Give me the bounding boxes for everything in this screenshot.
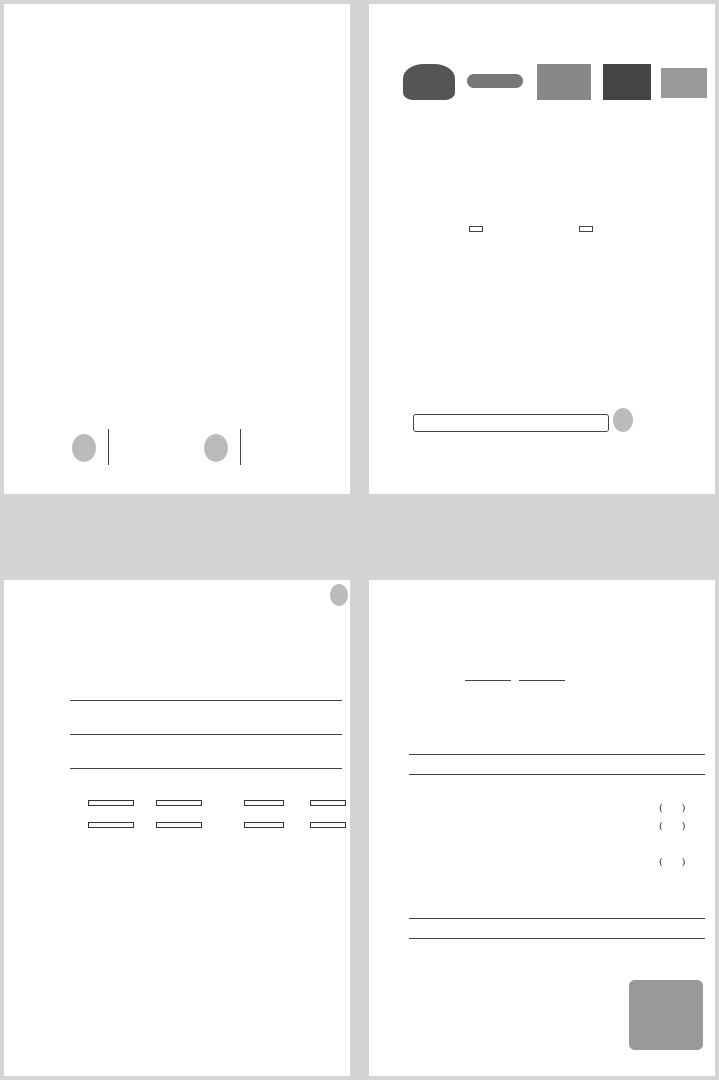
q12-sub-4-1-paren: ( ): [659, 803, 686, 814]
q10-answer-line-2[interactable]: [70, 734, 342, 735]
q10-answer-line-1[interactable]: [70, 700, 342, 701]
page-24: [369, 580, 715, 1076]
q12-sub-4-3-paren: ( ): [659, 857, 686, 868]
q11-mid-2: [156, 822, 202, 828]
butterfly-image: [403, 64, 455, 100]
answer-line-3a[interactable]: [409, 754, 705, 755]
page-23: [4, 580, 350, 1076]
earthworm-image: [467, 74, 523, 88]
answer-blank-1[interactable]: [465, 680, 511, 681]
q7-box-1: [469, 226, 483, 232]
dragonfly-image: [537, 64, 591, 100]
q10-answer-line-3[interactable]: [70, 768, 342, 769]
answer-blank-2[interactable]: [519, 680, 565, 681]
answer-lines-1: [108, 429, 208, 465]
q11-left-2: [88, 822, 134, 828]
answer-line-3b[interactable]: [409, 774, 705, 775]
side-labels: [8, 124, 18, 233]
answer-line-5b[interactable]: [409, 938, 705, 939]
q11-mid-1: [156, 800, 202, 806]
q11-right-left-2: [244, 822, 284, 828]
panda-icon-3: [613, 408, 633, 432]
panda-icon-2: [204, 434, 228, 462]
q11-right-1: [310, 800, 346, 806]
spider-image: [603, 64, 651, 100]
page-21: [4, 4, 350, 494]
telephone-image: [629, 980, 703, 1050]
q12-sub-4-2-paren: ( ): [659, 821, 686, 832]
q7-box-2: [579, 226, 593, 232]
q11-right-left-1: [244, 800, 284, 806]
panda-icon: [72, 434, 96, 462]
tadpole-image: [661, 68, 707, 98]
q11-left-1: [88, 800, 134, 806]
answer-line-5a[interactable]: [409, 918, 705, 919]
answer-lines-2: [240, 429, 340, 465]
panda-icon: [330, 584, 348, 606]
page-22: [369, 4, 715, 494]
q11-right-2: [310, 822, 346, 828]
q9-options: [413, 414, 609, 432]
